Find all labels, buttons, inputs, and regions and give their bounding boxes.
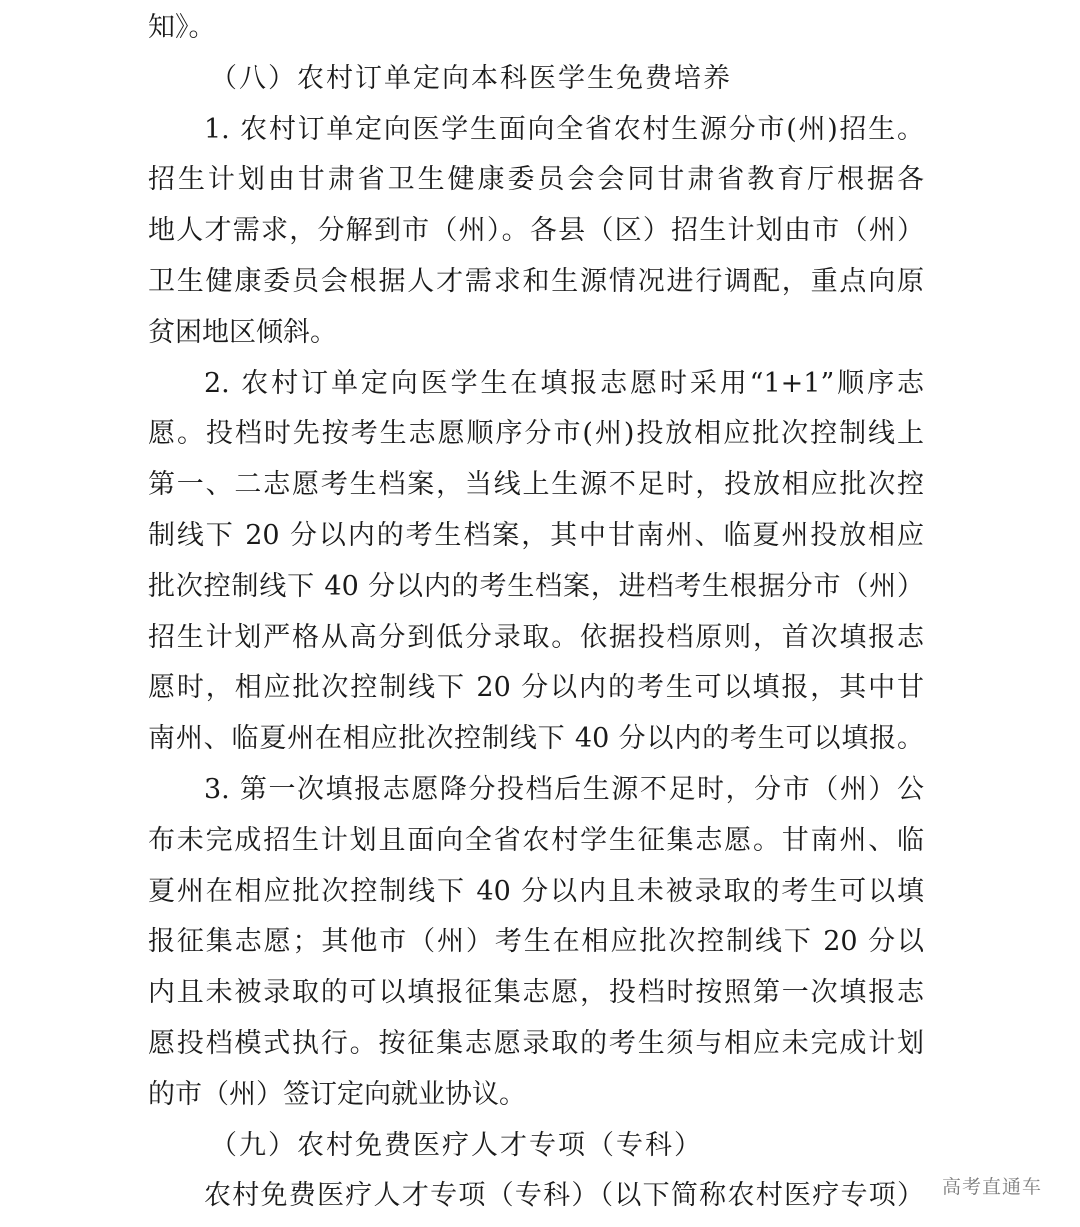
paragraph-line: 2. 农村订单定向医学生在填报志愿时采用“1+1”顺序志 bbox=[204, 367, 924, 399]
paragraph-line: 3. 第一次填报志愿降分投档后生源不足时，分市（州）公 bbox=[204, 773, 924, 805]
section-heading-8: （八）农村订单定向本科医学生免费培养 bbox=[210, 62, 732, 94]
paragraph-line: 愿。投档时先按考生志愿顺序分市(州)投放相应批次控制线上 bbox=[148, 418, 924, 450]
watermark: 高考直通车 bbox=[942, 1176, 1043, 1198]
paragraph-line: 地人才需求，分解到市（州）。各县（区）招生计划由市（州） bbox=[148, 215, 924, 247]
paragraph-line: 内且未被录取的可以填报征集志愿，投档时按照第一次填报志 bbox=[148, 977, 924, 1009]
paragraph-line: 1. 农村订单定向医学生面向全省农村生源分市(州)招生。 bbox=[204, 113, 924, 145]
paragraph-line: 招生计划严格从高分到低分录取。依据投档原则，首次填报志 bbox=[148, 621, 924, 653]
paragraph-line: 愿时，相应批次控制线下 20 分以内的考生可以填报，其中甘 bbox=[148, 672, 924, 704]
paragraph-line: 知》。 bbox=[148, 12, 216, 43]
paragraph-line: 制线下 20 分以内的考生档案，其中甘南州、临夏州投放相应 bbox=[148, 519, 924, 551]
paragraph-line: 贫困地区倾斜。 bbox=[148, 316, 337, 348]
document-page bbox=[148, 3, 924, 1222]
paragraph-line: 愿投档模式执行。按征集志愿录取的考生须与相应未完成计划 bbox=[148, 1027, 924, 1059]
paragraph-line: 布未完成招生计划且面向全省农村学生征集志愿。甘南州、临 bbox=[148, 824, 924, 856]
paragraph-line: 的市（州）签订定向就业协议。 bbox=[148, 1078, 526, 1110]
paragraph-line: 批次控制线下 40 分以内的考生档案，进档考生根据分市（州） bbox=[148, 570, 924, 602]
paragraph-line: 招生计划由甘肃省卫生健康委员会会同甘肃省教育厅根据各 bbox=[148, 164, 924, 196]
paragraph-line: 报征集志愿；其他市（州）考生在相应批次控制线下 20 分以 bbox=[148, 926, 924, 958]
paragraph-line: 卫生健康委员会根据人才需求和生源情况进行调配，重点向原 bbox=[148, 265, 924, 297]
section-heading-9: （九）农村免费医疗人才专项（专科） bbox=[210, 1129, 703, 1161]
paragraph-line: 南州、临夏州在相应批次控制线下 40 分以内的考生可以填报。 bbox=[148, 723, 924, 755]
paragraph-line: 第一、二志愿考生档案，当线上生源不足时，投放相应批次控 bbox=[148, 469, 924, 501]
paragraph-line: 夏州在相应批次控制线下 40 分以内且未被录取的考生可以填 bbox=[148, 875, 924, 907]
paragraph-line: 农村免费医疗人才专项（专科）（以下简称农村医疗专项） bbox=[204, 1180, 924, 1212]
